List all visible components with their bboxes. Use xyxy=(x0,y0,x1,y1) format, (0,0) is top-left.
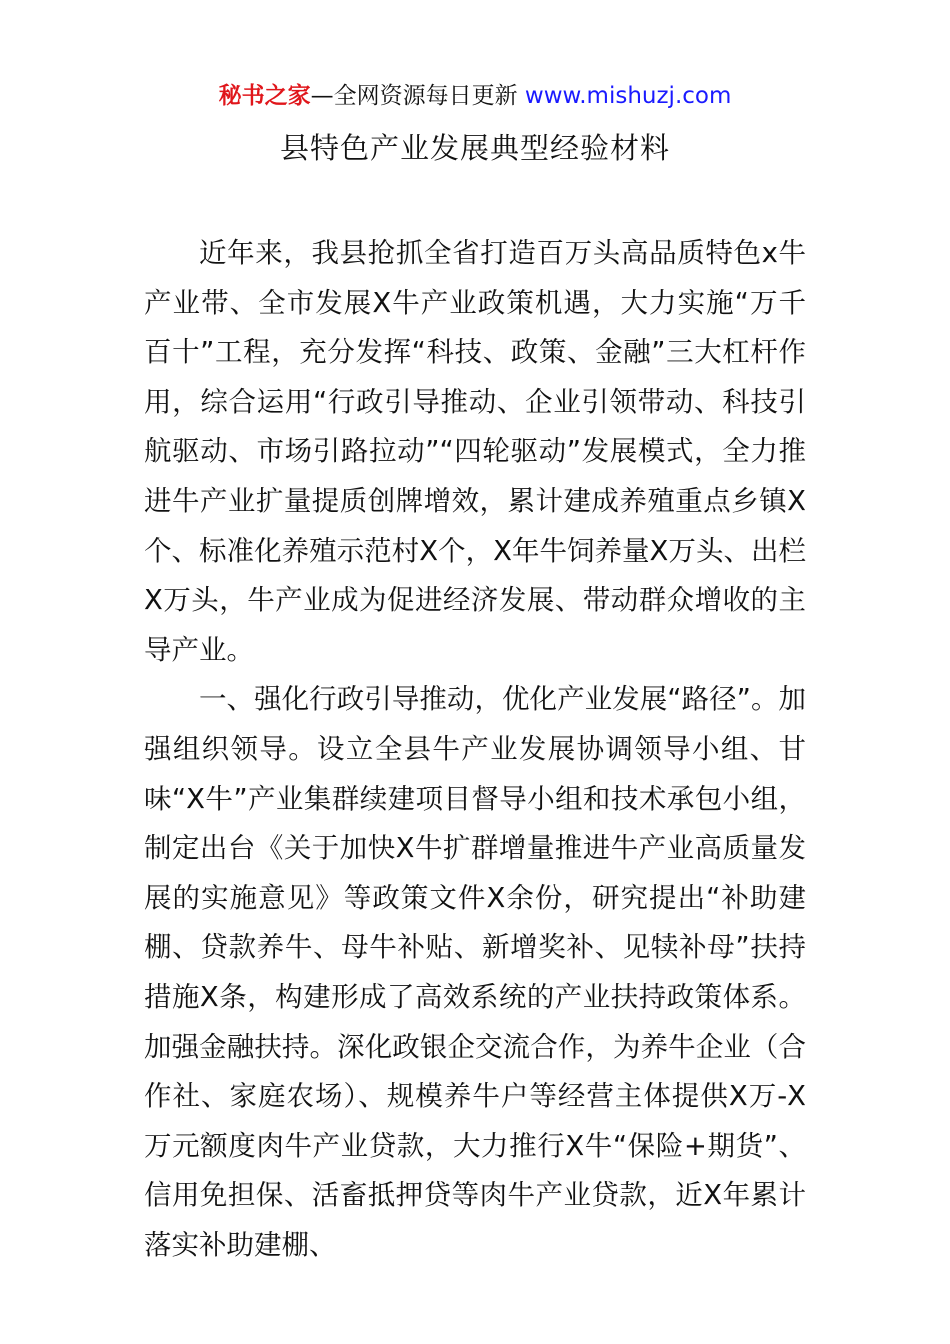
document-body xyxy=(144,229,806,1270)
section-one-paragraph: 一、强化行政引导推动，优化产业发展“路径”。加强组织领导。设立全县牛产业发展协调领导小组、甘味“X牛”产业集群续建项目督导小组和技术承包小组，制定出台《关于加快X牛扩群增量推进牛产业高质量发展的实施意见》等政策文件X余份，研究提出“补助建棚、贷款养牛、母牛补贴、新增奖补、见犊补母”扶持措施X条，构建形成了高效系统的产业扶持政策体系。加强金融扶持。深化政银企交流合作，为养牛企业（合作社、家庭农场）、规模养牛户等经营主体提供X万-X万元额度肉牛产业贷款，大力推行X牛“保险+期货”、信用免担保、活畜抵押贷等肉牛产业贷款，近X年累计落实补助建棚、 xyxy=(144,683,806,1261)
document-title: 县特色产业发展典型经验材料 xyxy=(279,131,670,165)
header-tagline: —全网资源每日更新 xyxy=(310,83,525,109)
site-url-link[interactable]: www.mishuzj.com xyxy=(524,83,732,109)
brand-name: 秘书之家 xyxy=(218,83,311,109)
site-header xyxy=(0,80,950,112)
intro-paragraph: 近年来，我县抢抓全省打造百万头高品质特色x牛产业带、全市发展X牛产业政策机遇，大力实施“万千百十”工程，充分发挥“科技、政策、金融”三大杠杆作用，综合运用“行政引导推动、企业引领带动、科技引航驱动、市场引路拉动”“四轮驱动”发展模式，全力推进牛产业扩量提质创牌增效，累计建成养殖重点乡镇X个、标准化养殖示范村X个，X年牛饲养量X万头、出栏X万头，牛产业成为促进经济发展、带动群众增收的主导产业。 xyxy=(144,237,806,666)
